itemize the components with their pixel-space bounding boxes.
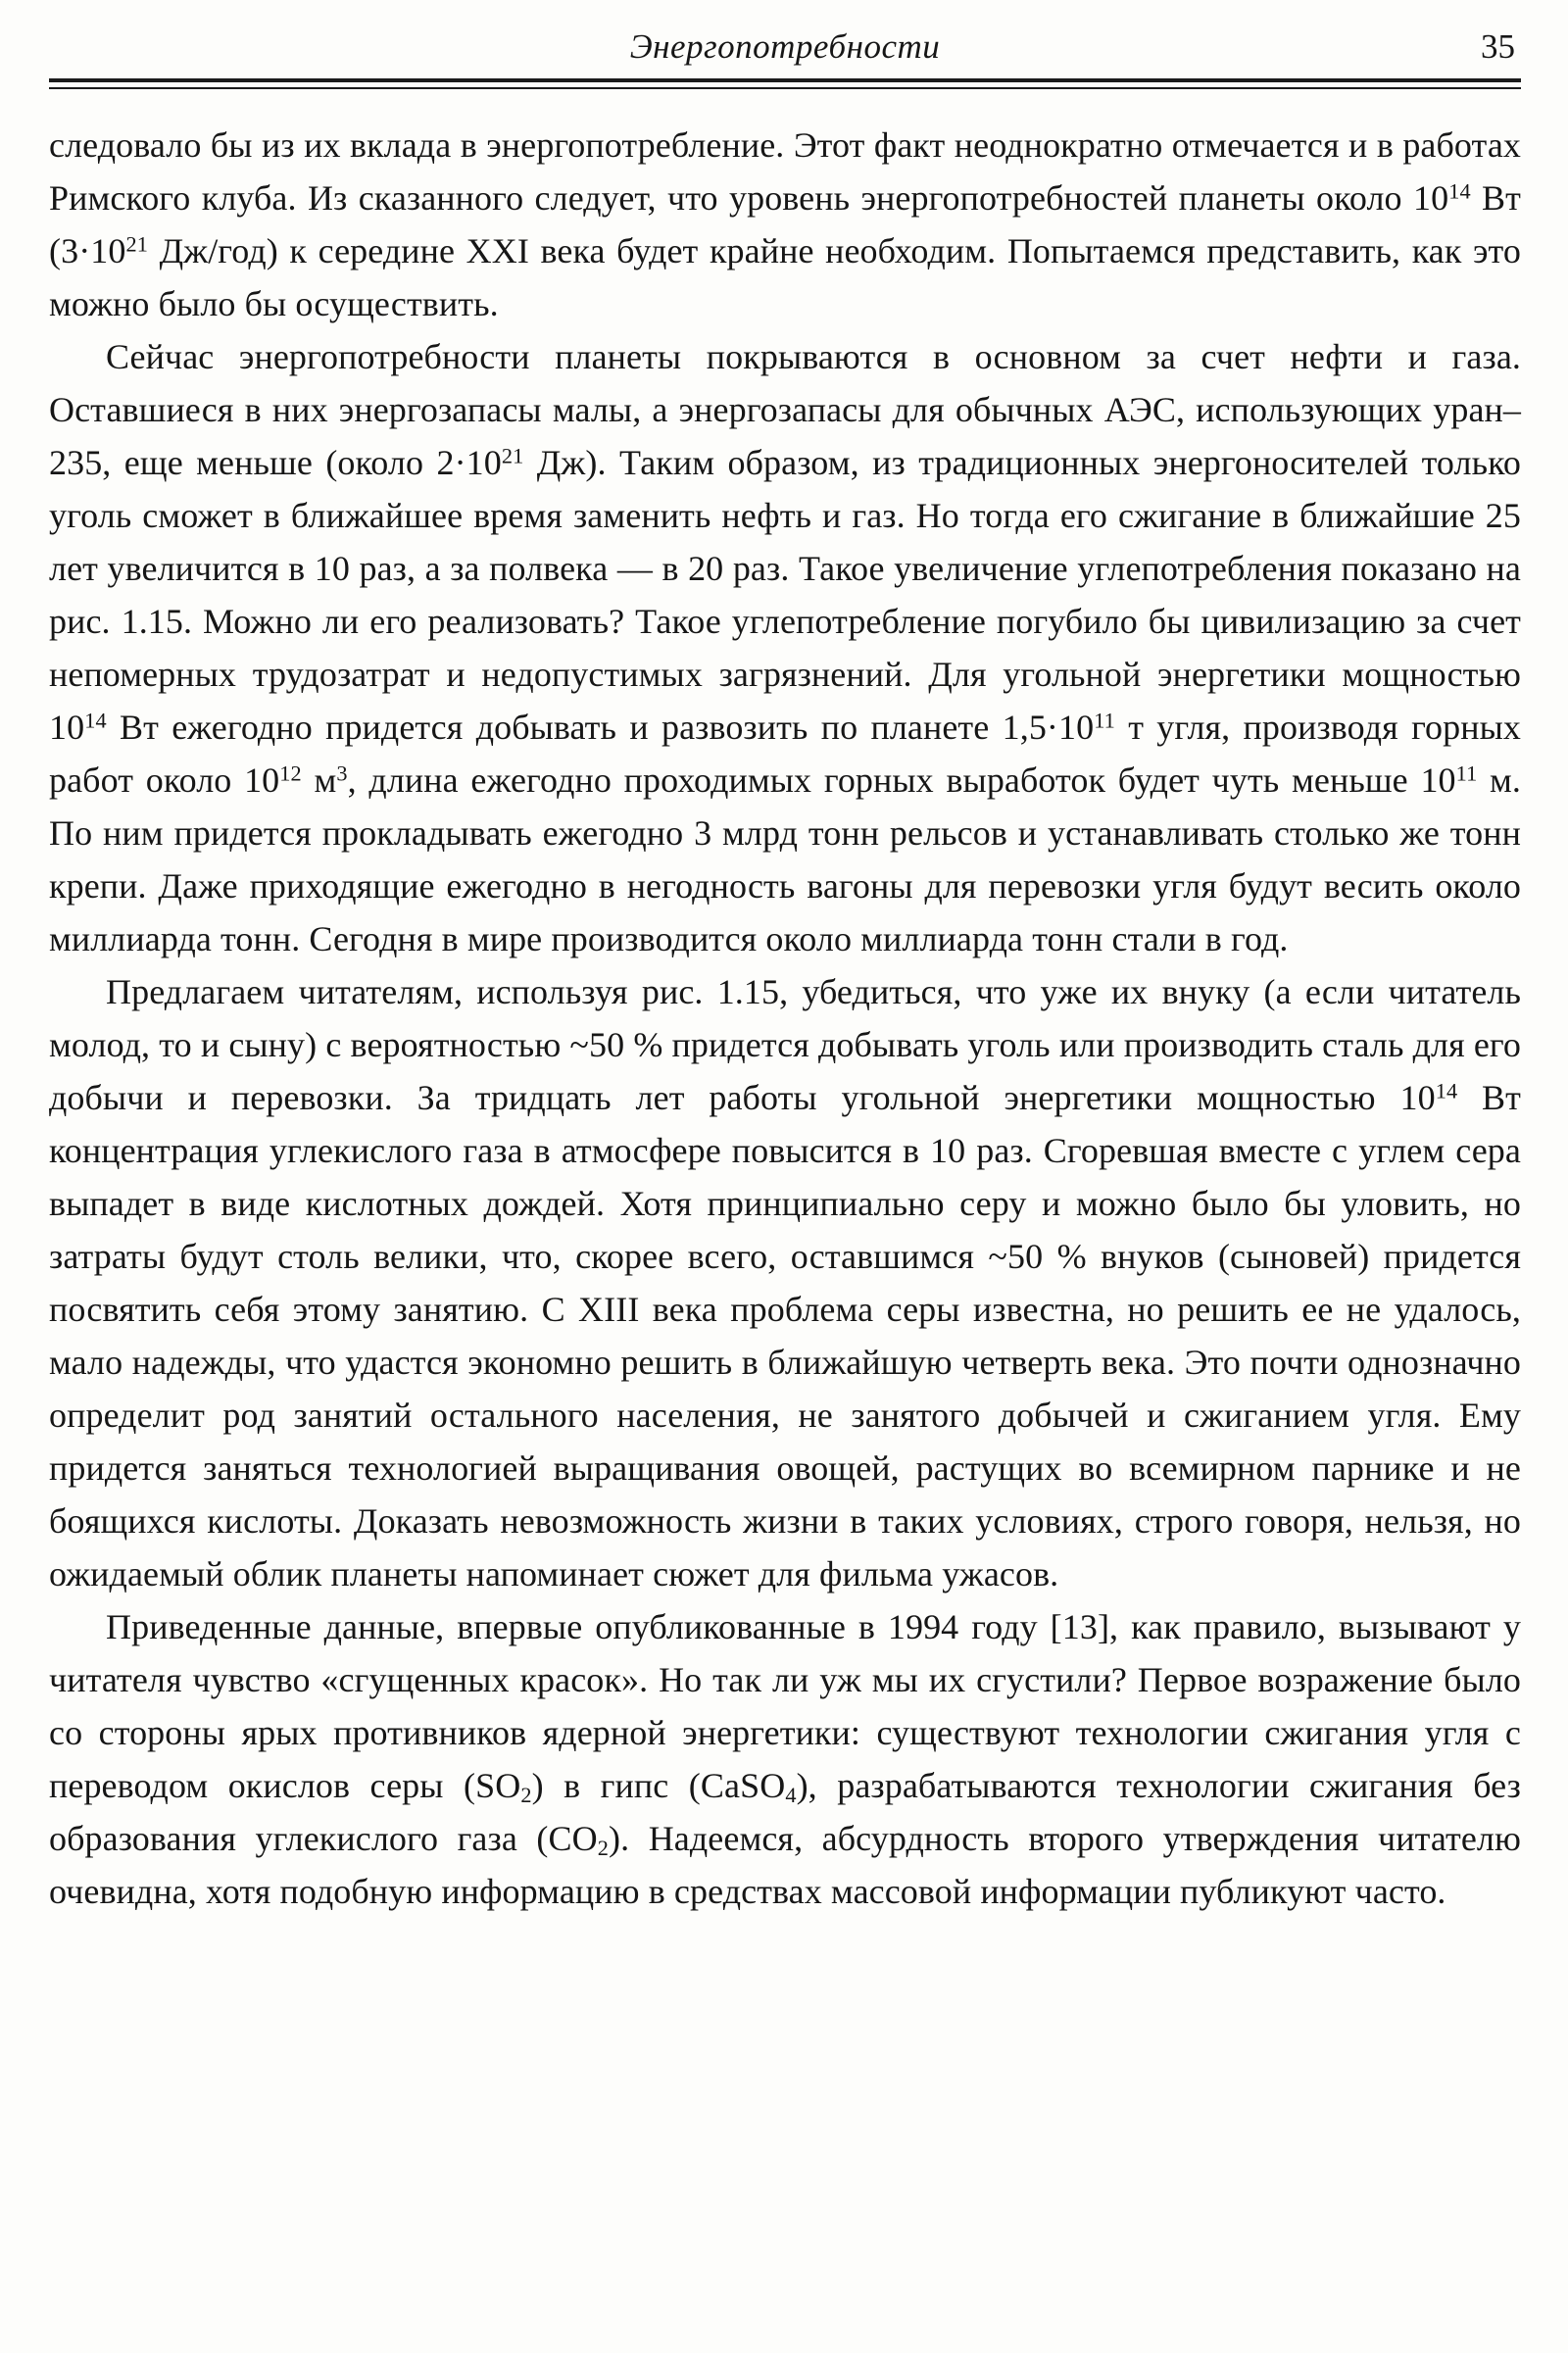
- running-title: Энергопотребности: [629, 27, 941, 66]
- header-rule: [49, 78, 1521, 89]
- page-number: 35: [1481, 27, 1515, 66]
- paragraph: Приведенные данные, впервые опубликованные в 1994 году [13], как правило, вызывают у читателя чувство «сгущенных красок». Но так ли уж мы их сгустили? Первое возражение было со стороны ярых противников ядерной энергетики: существуют технологии сжигания угля с переводом окислов серы $(SO_2)$ в гипс (CaSO$_4$), разрабатываются технологии сжигания без образования углекислого газа $(CO_2)$. Надеемся, абсурдность второго утверждения читателю очевидна, хотя подобную информацию в средствах массовой информации публикуют часто.: [49, 1606, 1521, 1911]
- page-header: [49, 25, 1521, 76]
- paragraph: Предлагаем читателям, используя рис. 1.15, убедиться, что уже их внуку (а если читатель молод, то и сыну) с вероятностью ~50 % придется добывать уголь или производить сталь для его добычи и перевозки. За тридцать лет работы угольной энергетики мощностью $10^{14}$ Вт концентрация углекислого газа в атмосфере повысится в 10 раз. Сгоревшая вместе с углем сера выпадет в виде кислотных дождей. Хотя принципиально серу и можно было бы уловить, но затраты будут столь велики, что, скорее всего, оставшимся ~50 % внуков (сыновей) придется посвятить себя этому занятию. С XIII века проблема серы известна, но решить ее не удалось, мало надежды, что удастся экономно решить в ближайшую четверть века. Это почти однозначно определит род занятий остального населения, не занятого добычей и сжиганием угля. Ему придется заняться технологией выращивания овощей, растущих во всемирном парнике и не боящихся кислоты. Доказать невозможность жизни в таких условиях, строго говоря, нельзя, но ожидаемый облик планеты напоминает сюжет для фильма ужасов.: [49, 971, 1521, 1593]
- paragraph: следовало бы из их вклада в энергопотребление. Этот факт неоднократно отмечается и в работах Римского клуба. Из сказанного следует, что уровень энергопотребностей планеты около $10^{14}$ Вт ($3\cdot 10^{21}$ Дж/год) к середине XXI века будет крайне необходим. Попытаемся представить, как это можно было бы осуществить.: [49, 124, 1521, 323]
- paragraph: Сейчас энергопотребности планеты покрываются в основном за счет нефти и газа. Оставшиеся в них энергозапасы малы, а энергозапасы для обычных АЭС, использующих уран–235, еще меньше (около $2\cdot 10^{21}$ Дж). Таким образом, из традиционных энергоносителей только уголь сможет в ближайшее время заменить нефть и газ. Но тогда его сжигание в ближайшие 25 лет увеличится в 10 раз, а за полвека — в 20 раз. Такое увеличение углепотребления показано на рис. 1.15. Можно ли его реализовать? Такое углепотребление погубило бы цивилизацию за счет непомерных трудозатрат и недопустимых загрязнений. Для угольной энергетики мощностью $10^{14}$ Вт ежегодно придется добывать и развозить по планете $1,5\cdot 10^{11}$ т угля, производя горных работ около $10^{12}$ $м^3$, длина ежегодно проходимых горных выработок будет чуть меньше $10^{11}$ м. По ним придется прокладывать ежегодно 3 млрд тонн рельсов и устанавливать столько же тонн крепи. Даже приходящие ежегодно в негодность вагоны для перевозки угля будут весить около миллиарда тонн. Сегодня в мире производится около миллиарда тонн стали в год.: [49, 336, 1521, 958]
- body-text: [49, 119, 1521, 1918]
